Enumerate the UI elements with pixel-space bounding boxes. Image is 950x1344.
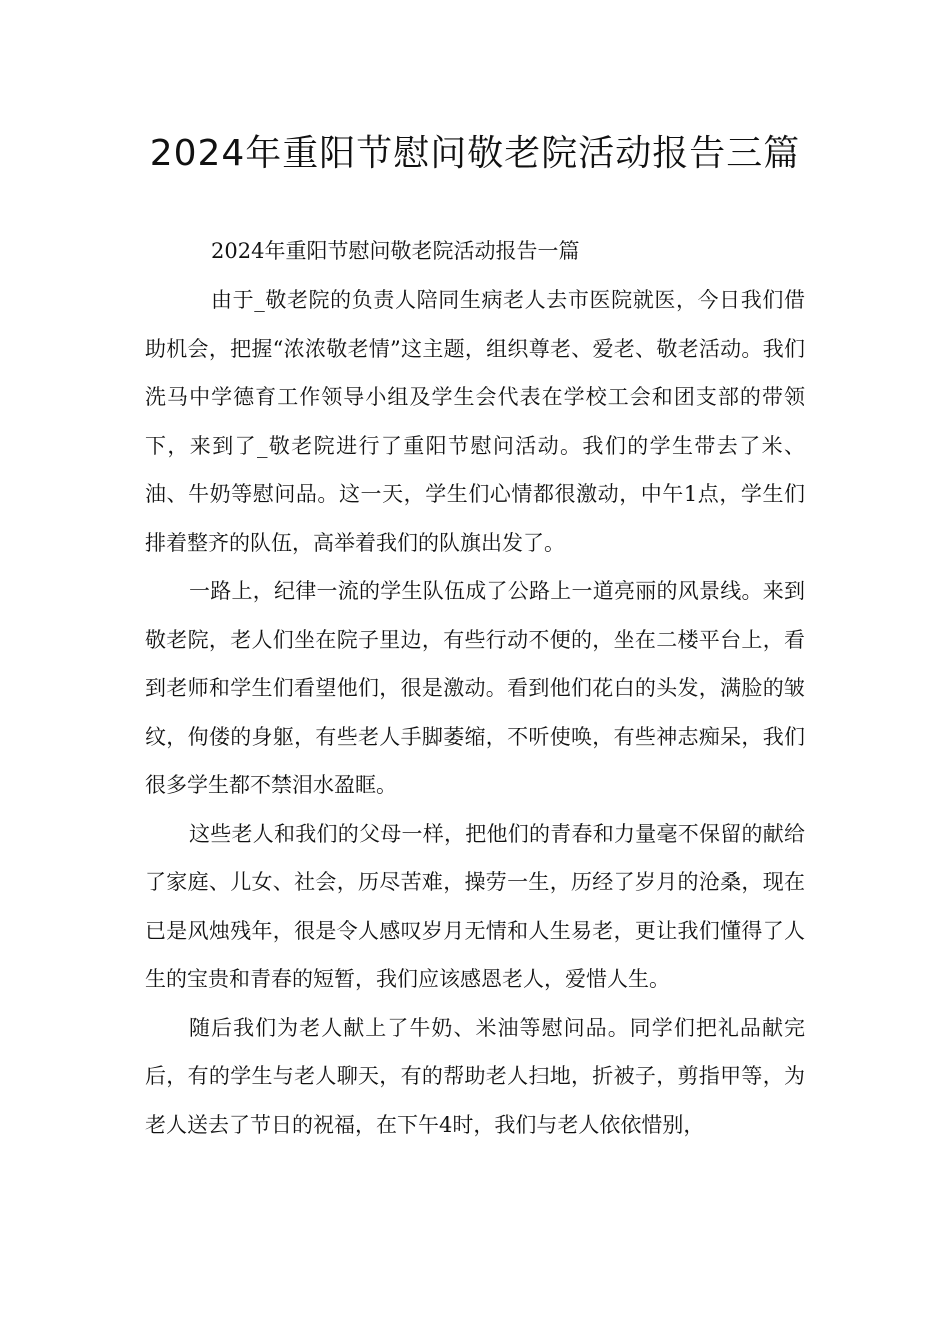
document-title: 2024年重阳节慰问敬老院活动报告三篇 bbox=[149, 133, 801, 174]
paragraph-2: 一路上，纪律一流的学生队伍成了公路上一道亮丽的风景线。来到敬老院，老人们坐在院子里边，有些行动不便的，坐在二楼平台上，看到老师和学生们看望他们，很是激动。看到他们花白的头发，满脸的皱纹，佝偻的身躯，有些老人手脚萎缩，不听使唤，有些神志痴呆，我们很多学生都不禁泪水盈眶。 bbox=[145, 579, 805, 797]
paragraph-1: 由于_敬老院的负责人陪同生病老人去市医院就医，今日我们借助机会，把握“浓浓敬老情”这主题，组织尊老、爱老、敬老活动。我们洗马中学德育工作领导小组及学生会代表在学校工会和团支部的带领下，来到了_敬老院进行了重阳节慰问活动。我们的学生带去了米、油、牛奶等慰问品。这一天，学生们心情都很激动，中午1点，学生们排着整齐的队伍，高举着我们的队旗出发了。 bbox=[145, 288, 805, 555]
paragraph-4: 随后我们为老人献上了牛奶、米油等慰问品。同学们把礼品献完后，有的学生与老人聊天，有的帮助老人扫地，折被子，剪指甲等，为老人送去了节日的祝福，在下午4时，我们与老人依依惜别， bbox=[145, 1015, 805, 1137]
document-body bbox=[145, 226, 805, 1149]
section-subtitle: 2024年重阳节慰问敬老院活动报告一篇 bbox=[211, 239, 580, 263]
paragraph-3: 这些老人和我们的父母一样，把他们的青春和力量毫不保留的献给了家庭、儿女、社会，历尽苦难，操劳一生，历经了岁月的沧桑，现在已是风烛残年，很是令人感叹岁月无情和人生易老，更让我们懂得了人生的宝贵和青春的短暂，我们应该感恩老人，爱惜人生。 bbox=[145, 821, 805, 991]
